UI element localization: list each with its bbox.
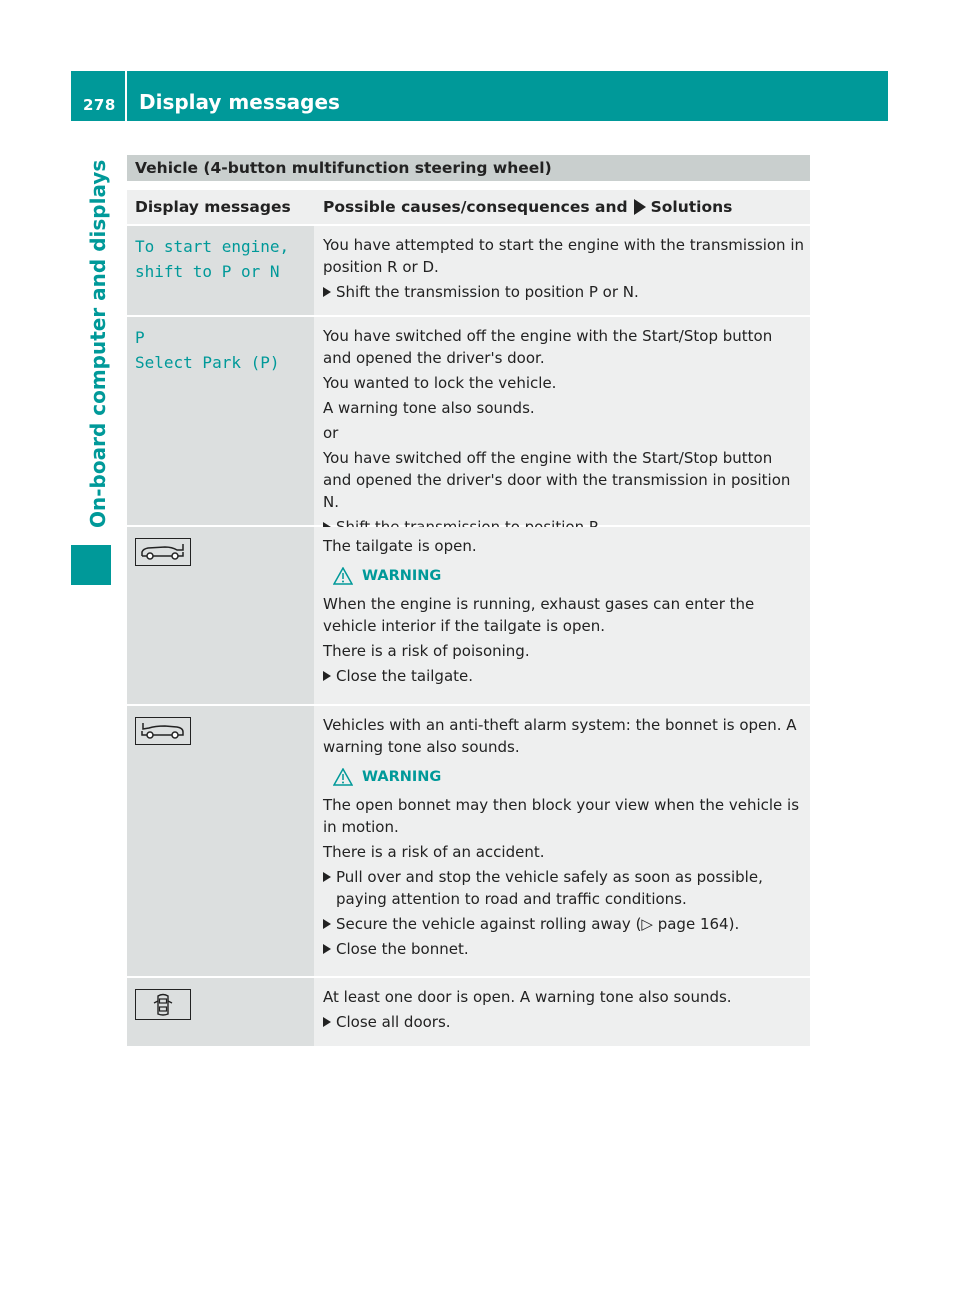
warning-text: There is a risk of poisoning.	[323, 642, 530, 660]
warning-heading	[333, 565, 804, 587]
tailgate-open-icon	[135, 538, 191, 566]
cause-text: A warning tone also sounds.	[323, 399, 535, 417]
solution-cell	[314, 978, 810, 1046]
cause-text: At least one door is open. A warning tone also sounds.	[323, 988, 732, 1006]
page-title: Display messages	[139, 90, 340, 114]
solution-step	[323, 665, 804, 687]
cause-text: Vehicles with an anti-theft alarm system: the bonnet is open. A warning tone also sounds.	[323, 716, 797, 756]
solution-cell	[314, 226, 810, 315]
table-title: Vehicle (4-button multifunction steering wheel)	[127, 155, 810, 181]
col-header-solutions-label: Solutions	[650, 198, 733, 216]
col-header-causes-label: Possible causes/consequences and	[323, 198, 628, 216]
warning-triangle-icon	[333, 567, 353, 585]
cause-text: or	[323, 424, 339, 442]
message-cell	[127, 317, 314, 525]
arrow-right-icon	[634, 199, 646, 215]
step-arrow-icon	[323, 872, 331, 882]
table-row	[127, 978, 810, 1046]
solution-step-text: Close the bonnet.	[336, 940, 469, 958]
solution-cell	[314, 317, 810, 525]
table-header-row	[127, 190, 810, 226]
solution-step-text: Secure the vehicle against rolling away (▷ page 164).	[336, 915, 740, 933]
warning-text: When the engine is running, exhaust gases can enter the vehicle interior if the tailgate is open.	[323, 595, 755, 635]
col-header-display-messages: Display messages	[135, 198, 291, 216]
display-message-line: shift to P or N	[135, 262, 280, 281]
door-open-icon	[135, 989, 191, 1020]
solution-step-text: Close all doors.	[336, 1013, 451, 1031]
message-cell	[127, 978, 314, 1046]
step-arrow-icon	[323, 287, 331, 297]
warning-triangle-icon	[333, 768, 353, 786]
warning-label: WARNING	[362, 568, 442, 584]
solution-step	[323, 1011, 804, 1033]
display-message-line: Select Park (P)	[135, 353, 280, 372]
header-divider	[125, 71, 127, 121]
message-cell	[127, 706, 314, 976]
bonnet-open-icon	[135, 717, 191, 745]
display-message-line: P	[135, 328, 145, 347]
warning-heading	[333, 766, 804, 788]
solution-step	[323, 938, 804, 960]
side-tab-marker	[71, 545, 111, 585]
warning-text: The open bonnet may then block your view when the vehicle is in motion.	[323, 796, 800, 836]
solution-step-text: Shift the transmission to position P or N.	[336, 283, 639, 301]
solution-step-text: Close the tailgate.	[336, 667, 474, 685]
table-row	[127, 706, 810, 978]
message-cell	[127, 527, 314, 704]
warning-label: WARNING	[362, 769, 442, 785]
solution-cell	[314, 527, 810, 704]
page-number: 278	[83, 96, 116, 114]
solution-step-text: Pull over and stop the vehicle safely as soon as possible, paying attention to road and traffic conditions.	[336, 868, 763, 908]
step-arrow-icon	[323, 1017, 331, 1027]
solution-cell	[314, 706, 810, 976]
cause-text: You wanted to lock the vehicle.	[323, 374, 557, 392]
side-tab-label: On-board computer and displays	[86, 159, 110, 528]
solution-step	[323, 281, 804, 303]
table-row	[127, 226, 810, 317]
cause-text: You have switched off the engine with the Start/Stop button and opened the driver's door.	[323, 327, 773, 367]
step-arrow-icon	[323, 944, 331, 954]
cause-text: The tailgate is open.	[323, 537, 477, 555]
solution-step	[323, 913, 804, 935]
cause-text: You have attempted to start the engine with the transmission in position R or D.	[323, 236, 804, 276]
display-message-line: To start engine,	[135, 237, 290, 256]
message-cell	[127, 226, 314, 315]
display-messages-table	[127, 155, 810, 1046]
table-row	[127, 317, 810, 527]
cause-text: You have switched off the engine with the Start/Stop button and opened the driver's door with the transmission in position N.	[323, 449, 791, 511]
warning-text: There is a risk of an accident.	[323, 843, 545, 861]
table-row	[127, 527, 810, 706]
step-arrow-icon	[323, 919, 331, 929]
solution-step	[323, 866, 804, 910]
step-arrow-icon	[323, 671, 331, 681]
col-header-causes	[314, 190, 810, 224]
